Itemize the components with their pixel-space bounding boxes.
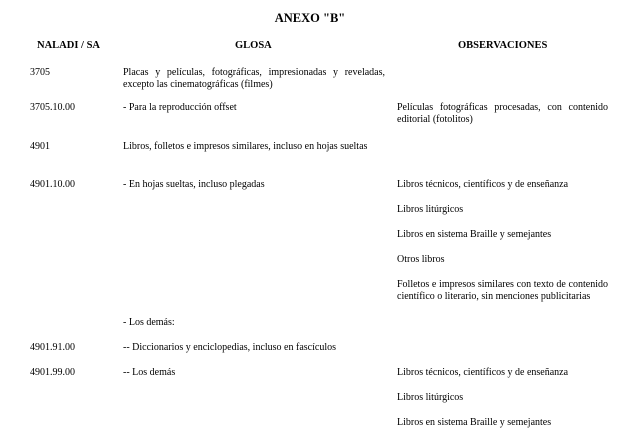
row-observation: Libros en sistema Braille y semejantes xyxy=(397,229,552,240)
row-observation: Otros libros xyxy=(397,254,445,265)
row-glosa: - Para la reproducción offset xyxy=(123,102,237,113)
row-code: 3705.10.00 xyxy=(30,102,75,113)
row-observation: Folletos e impresos similares con texto de contenido científico o literario, sin menciones publicitarias xyxy=(397,279,608,302)
row-glosa: Placas y películas, fotográficas, impresionadas y reveladas, excepto las cinematográficas (filmes) xyxy=(123,67,385,90)
row-code: 4901.99.00 xyxy=(30,367,75,378)
row-glosa: - En hojas sueltas, incluso plegadas xyxy=(123,179,265,190)
row-code: 4901 xyxy=(30,141,50,152)
row-code: 3705 xyxy=(30,67,50,78)
document-title: ANEXO "B" xyxy=(274,11,346,25)
row-glosa: -- Los demás xyxy=(123,367,176,378)
row-code: 4901.10.00 xyxy=(30,179,75,190)
header-observaciones: OBSERVACIONES xyxy=(458,40,548,51)
header-code: NALADI / SA xyxy=(37,40,101,51)
row-observation: Películas fotográficas procesadas, con contenido editorial (fotolitos) xyxy=(397,102,608,125)
row-observation: Libros litúrgicos xyxy=(397,204,464,215)
row-observation: Libros técnicos, científicos y de enseñanza xyxy=(397,367,569,378)
row-glosa: -- Diccionarios y enciclopedias, incluso en fascículos xyxy=(123,342,336,353)
row-observation: Libros técnicos, científicos y de enseñanza xyxy=(397,179,569,190)
row-code: 4901.91.00 xyxy=(30,342,75,353)
row-glosa: - Los demás: xyxy=(123,317,175,328)
row-observation: Libros litúrgicos xyxy=(397,392,464,403)
row-observation: Libros en sistema Braille y semejantes xyxy=(397,417,552,428)
header-glosa: GLOSA xyxy=(235,40,272,51)
row-glosa: Libros, folletos e impresos similares, incluso en hojas sueltas xyxy=(123,141,368,152)
